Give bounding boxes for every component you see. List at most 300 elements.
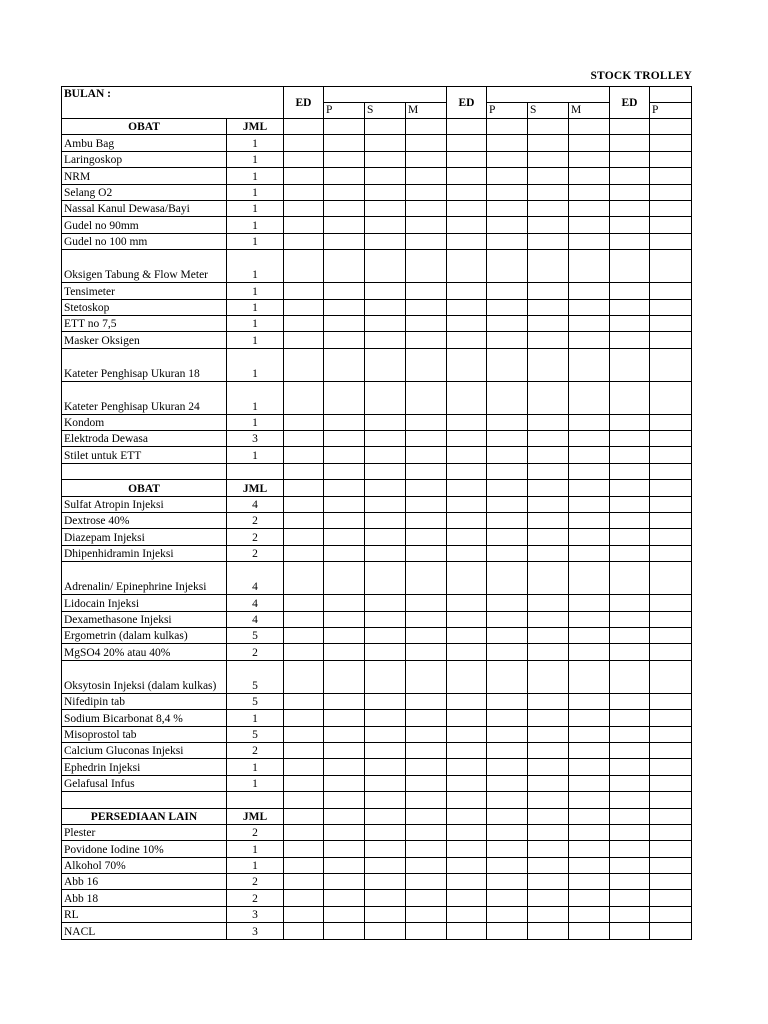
empty-cell xyxy=(569,841,610,857)
item-name: Dhipenhidramin Injeksi xyxy=(62,545,227,561)
empty-cell xyxy=(487,184,528,200)
empty-cell xyxy=(487,660,528,693)
empty-cell xyxy=(528,168,569,184)
empty-cell xyxy=(610,726,650,742)
empty-cell xyxy=(447,250,487,283)
empty-cell xyxy=(650,824,692,840)
empty-cell xyxy=(487,841,528,857)
empty-cell xyxy=(406,200,447,216)
empty-cell xyxy=(284,463,324,479)
empty-cell xyxy=(610,414,650,430)
empty-cell xyxy=(447,348,487,381)
item-name: Gudel no 90mm xyxy=(62,217,227,233)
empty-cell xyxy=(610,923,650,939)
empty-cell xyxy=(324,726,365,742)
item-qty: 1 xyxy=(227,200,284,216)
empty-cell xyxy=(365,824,406,840)
empty-cell xyxy=(406,824,447,840)
empty-cell xyxy=(487,283,528,299)
empty-cell xyxy=(650,299,692,315)
table-row xyxy=(62,595,692,611)
empty-cell xyxy=(569,119,610,135)
empty-cell xyxy=(447,217,487,233)
table-row xyxy=(62,315,692,331)
empty-cell xyxy=(650,513,692,529)
empty-cell xyxy=(406,496,447,512)
empty-cell xyxy=(284,299,324,315)
empty-cell xyxy=(528,217,569,233)
empty-cell xyxy=(569,529,610,545)
empty-cell xyxy=(284,545,324,561)
item-name: Stilet untuk ETT xyxy=(62,447,227,463)
item-qty: 1 xyxy=(227,841,284,857)
section-qty-header: JML xyxy=(227,808,284,824)
table-row xyxy=(62,857,692,873)
empty-cell xyxy=(569,890,610,906)
empty-cell xyxy=(365,217,406,233)
item-qty: 1 xyxy=(227,168,284,184)
item-qty: 1 xyxy=(227,857,284,873)
empty-cell xyxy=(406,299,447,315)
empty-cell xyxy=(650,775,692,791)
section-qty-header: JML xyxy=(227,480,284,496)
empty-cell xyxy=(365,759,406,775)
empty-cell xyxy=(487,463,528,479)
empty-cell xyxy=(447,545,487,561)
empty-cell xyxy=(324,217,365,233)
empty-cell xyxy=(610,348,650,381)
empty-cell xyxy=(406,857,447,873)
empty-cell xyxy=(284,200,324,216)
item-name: Gelafusal Infus xyxy=(62,775,227,791)
item-qty: 2 xyxy=(227,742,284,758)
empty-cell xyxy=(447,414,487,430)
empty-cell xyxy=(528,250,569,283)
empty-cell xyxy=(528,627,569,643)
empty-cell xyxy=(650,808,692,824)
empty-cell xyxy=(528,283,569,299)
empty-cell xyxy=(569,200,610,216)
empty-cell xyxy=(324,299,365,315)
ed-label: ED xyxy=(284,87,324,119)
empty-cell xyxy=(406,135,447,151)
empty-cell xyxy=(324,431,365,447)
empty-cell xyxy=(650,283,692,299)
empty-cell xyxy=(650,233,692,249)
empty-cell xyxy=(610,233,650,249)
empty-cell xyxy=(650,660,692,693)
table-row xyxy=(62,923,692,939)
empty-cell xyxy=(569,660,610,693)
empty-cell xyxy=(528,759,569,775)
empty-cell xyxy=(324,874,365,890)
empty-cell xyxy=(569,513,610,529)
empty-cell xyxy=(284,184,324,200)
empty-cell xyxy=(528,890,569,906)
empty-cell xyxy=(324,890,365,906)
empty-cell xyxy=(284,841,324,857)
table-row xyxy=(62,348,692,381)
empty-cell xyxy=(487,562,528,595)
item-name: Plester xyxy=(62,824,227,840)
empty-cell xyxy=(528,923,569,939)
ed-label: ED xyxy=(610,87,650,119)
empty-cell xyxy=(284,874,324,890)
item-qty: 1 xyxy=(227,151,284,167)
item-name: Masker Oksigen xyxy=(62,332,227,348)
item-name: Abb 18 xyxy=(62,890,227,906)
empty-cell xyxy=(650,151,692,167)
empty-cell xyxy=(284,693,324,709)
empty-cell xyxy=(365,168,406,184)
item-qty: 5 xyxy=(227,627,284,643)
empty-cell xyxy=(650,431,692,447)
empty-cell xyxy=(528,857,569,873)
empty-cell xyxy=(324,660,365,693)
item-qty: 1 xyxy=(227,775,284,791)
empty-cell xyxy=(324,332,365,348)
item-name: Povidone Iodine 10% xyxy=(62,841,227,857)
empty-cell xyxy=(569,906,610,922)
empty-cell xyxy=(487,710,528,726)
empty-cell xyxy=(447,283,487,299)
group-cell xyxy=(650,87,692,103)
empty-cell xyxy=(650,200,692,216)
table-row xyxy=(62,184,692,200)
empty-cell xyxy=(406,710,447,726)
table-row xyxy=(62,726,692,742)
empty-cell xyxy=(487,627,528,643)
empty-cell xyxy=(610,463,650,479)
empty-cell xyxy=(324,233,365,249)
empty-cell xyxy=(650,710,692,726)
empty-cell xyxy=(406,759,447,775)
table-row xyxy=(62,496,692,512)
empty-cell xyxy=(650,381,692,414)
empty-cell xyxy=(284,332,324,348)
item-qty: 5 xyxy=(227,693,284,709)
table-row xyxy=(62,775,692,791)
empty-cell xyxy=(365,463,406,479)
empty-cell xyxy=(528,184,569,200)
empty-cell xyxy=(324,923,365,939)
empty-cell xyxy=(324,545,365,561)
table-row xyxy=(62,414,692,430)
empty-cell xyxy=(447,874,487,890)
table-row xyxy=(62,906,692,922)
empty-cell xyxy=(569,545,610,561)
section-qty-header: JML xyxy=(227,119,284,135)
empty-cell xyxy=(487,151,528,167)
empty-cell xyxy=(650,315,692,331)
item-qty: 3 xyxy=(227,431,284,447)
empty-cell xyxy=(528,841,569,857)
empty-cell xyxy=(487,923,528,939)
empty-cell xyxy=(365,299,406,315)
empty-cell xyxy=(528,513,569,529)
empty-cell xyxy=(528,151,569,167)
empty-cell xyxy=(324,808,365,824)
empty-cell xyxy=(365,431,406,447)
empty-cell xyxy=(284,742,324,758)
table-row xyxy=(62,332,692,348)
item-name: Oksigen Tabung & Flow Meter xyxy=(62,250,227,283)
empty-cell xyxy=(610,151,650,167)
empty-cell xyxy=(406,742,447,758)
empty-cell xyxy=(487,447,528,463)
empty-cell xyxy=(324,496,365,512)
item-qty: 1 xyxy=(227,414,284,430)
empty-cell xyxy=(610,841,650,857)
empty-cell xyxy=(365,808,406,824)
empty-cell xyxy=(610,611,650,627)
empty-cell xyxy=(284,431,324,447)
empty-cell xyxy=(447,742,487,758)
empty-cell xyxy=(487,135,528,151)
empty-cell xyxy=(569,693,610,709)
empty-cell xyxy=(447,890,487,906)
empty-cell xyxy=(610,824,650,840)
empty-cell xyxy=(365,119,406,135)
table-row xyxy=(62,431,692,447)
empty-cell xyxy=(569,431,610,447)
empty-cell xyxy=(324,348,365,381)
empty-cell xyxy=(365,545,406,561)
empty-cell xyxy=(610,119,650,135)
empty-cell xyxy=(569,233,610,249)
empty-cell xyxy=(650,480,692,496)
empty-cell xyxy=(447,233,487,249)
table-row xyxy=(62,759,692,775)
empty-cell xyxy=(324,775,365,791)
empty-cell xyxy=(487,496,528,512)
empty-cell xyxy=(487,250,528,283)
item-qty: 2 xyxy=(227,644,284,660)
empty-cell xyxy=(487,808,528,824)
empty-cell xyxy=(528,775,569,791)
empty-cell xyxy=(365,513,406,529)
empty-cell xyxy=(650,627,692,643)
empty-cell xyxy=(406,151,447,167)
empty-cell xyxy=(284,447,324,463)
item-name: MgSO4 20% atau 40% xyxy=(62,644,227,660)
empty-cell xyxy=(447,480,487,496)
empty-cell xyxy=(365,233,406,249)
empty-cell xyxy=(365,710,406,726)
empty-cell xyxy=(284,726,324,742)
empty-cell xyxy=(406,217,447,233)
empty-cell xyxy=(406,463,447,479)
empty-cell xyxy=(569,184,610,200)
empty-cell xyxy=(324,906,365,922)
empty-cell xyxy=(447,431,487,447)
item-name: Abb 16 xyxy=(62,874,227,890)
item-qty: 1 xyxy=(227,299,284,315)
empty-cell xyxy=(487,168,528,184)
item-name: Nassal Kanul Dewasa/Bayi xyxy=(62,200,227,216)
empty-cell xyxy=(406,283,447,299)
empty-cell xyxy=(650,857,692,873)
empty-cell xyxy=(487,299,528,315)
empty-cell xyxy=(528,595,569,611)
section-name-header: OBAT xyxy=(62,480,227,496)
empty-cell xyxy=(528,348,569,381)
empty-cell xyxy=(406,545,447,561)
empty-cell xyxy=(569,217,610,233)
bulan-label: BULAN : xyxy=(62,87,284,119)
empty-cell xyxy=(610,906,650,922)
empty-cell xyxy=(324,529,365,545)
empty-cell xyxy=(406,348,447,381)
table-row xyxy=(62,742,692,758)
empty-cell xyxy=(284,627,324,643)
empty-cell xyxy=(650,447,692,463)
item-name: Calcium Gluconas Injeksi xyxy=(62,742,227,758)
m-label: M xyxy=(569,103,610,119)
empty-cell xyxy=(284,513,324,529)
empty-cell xyxy=(650,595,692,611)
empty-cell xyxy=(284,119,324,135)
spacer-row xyxy=(62,463,692,479)
empty-cell xyxy=(284,611,324,627)
empty-cell xyxy=(406,562,447,595)
s-label: S xyxy=(528,103,569,119)
table-row xyxy=(62,217,692,233)
empty-cell xyxy=(528,135,569,151)
table-row xyxy=(62,250,692,283)
item-name: Adrenalin/ Epinephrine Injeksi xyxy=(62,562,227,595)
empty-cell xyxy=(610,874,650,890)
empty-cell xyxy=(365,200,406,216)
empty-cell xyxy=(365,595,406,611)
empty-cell xyxy=(447,792,487,808)
empty-cell xyxy=(610,759,650,775)
empty-cell xyxy=(365,283,406,299)
empty-cell xyxy=(569,496,610,512)
empty-cell xyxy=(62,463,227,479)
group-cell xyxy=(487,87,610,103)
item-qty: 1 xyxy=(227,447,284,463)
empty-cell xyxy=(610,545,650,561)
empty-cell xyxy=(487,857,528,873)
empty-cell xyxy=(487,611,528,627)
empty-cell xyxy=(610,775,650,791)
empty-cell xyxy=(650,562,692,595)
empty-cell xyxy=(487,545,528,561)
empty-cell xyxy=(365,184,406,200)
item-qty: 2 xyxy=(227,874,284,890)
empty-cell xyxy=(284,168,324,184)
empty-cell xyxy=(62,792,227,808)
item-name: Sodium Bicarbonat 8,4 % xyxy=(62,710,227,726)
item-qty: 1 xyxy=(227,710,284,726)
document-title: STOCK TROLLEY xyxy=(590,70,692,82)
item-name: Dextrose 40% xyxy=(62,513,227,529)
empty-cell xyxy=(324,480,365,496)
empty-cell xyxy=(487,348,528,381)
empty-cell xyxy=(406,726,447,742)
empty-cell xyxy=(528,431,569,447)
empty-cell xyxy=(324,857,365,873)
empty-cell xyxy=(365,775,406,791)
section-name-header: PERSEDIAAN LAIN xyxy=(62,808,227,824)
header-row xyxy=(62,87,692,103)
empty-cell xyxy=(569,595,610,611)
empty-cell xyxy=(528,332,569,348)
item-name: Kateter Penghisap Ukuran 18 xyxy=(62,348,227,381)
empty-cell xyxy=(487,874,528,890)
empty-cell xyxy=(284,283,324,299)
empty-cell xyxy=(610,742,650,758)
empty-cell xyxy=(365,874,406,890)
empty-cell xyxy=(447,857,487,873)
item-qty: 4 xyxy=(227,611,284,627)
empty-cell xyxy=(324,562,365,595)
empty-cell xyxy=(324,135,365,151)
empty-cell xyxy=(406,233,447,249)
empty-cell xyxy=(324,200,365,216)
empty-cell xyxy=(650,742,692,758)
empty-cell xyxy=(447,513,487,529)
empty-cell xyxy=(569,923,610,939)
empty-cell xyxy=(406,315,447,331)
empty-cell xyxy=(569,824,610,840)
empty-cell xyxy=(284,792,324,808)
empty-cell xyxy=(447,463,487,479)
ed-label: ED xyxy=(447,87,487,119)
empty-cell xyxy=(324,184,365,200)
empty-cell xyxy=(528,233,569,249)
empty-cell xyxy=(610,200,650,216)
empty-cell xyxy=(487,742,528,758)
empty-cell xyxy=(528,726,569,742)
empty-cell xyxy=(406,874,447,890)
empty-cell xyxy=(569,151,610,167)
empty-cell xyxy=(284,710,324,726)
empty-cell xyxy=(528,119,569,135)
empty-cell xyxy=(406,808,447,824)
item-qty: 1 xyxy=(227,381,284,414)
empty-cell xyxy=(487,595,528,611)
empty-cell xyxy=(365,742,406,758)
empty-cell xyxy=(284,496,324,512)
empty-cell xyxy=(569,414,610,430)
empty-cell xyxy=(447,562,487,595)
empty-cell xyxy=(447,906,487,922)
empty-cell xyxy=(447,200,487,216)
empty-cell xyxy=(447,627,487,643)
empty-cell xyxy=(227,792,284,808)
empty-cell xyxy=(569,332,610,348)
item-qty: 2 xyxy=(227,529,284,545)
empty-cell xyxy=(569,710,610,726)
empty-cell xyxy=(528,529,569,545)
empty-cell xyxy=(487,529,528,545)
empty-cell xyxy=(487,792,528,808)
item-qty: 3 xyxy=(227,906,284,922)
table-row xyxy=(62,693,692,709)
empty-cell xyxy=(406,168,447,184)
empty-cell xyxy=(324,283,365,299)
empty-cell xyxy=(284,480,324,496)
empty-cell xyxy=(610,513,650,529)
empty-cell xyxy=(528,824,569,840)
empty-cell xyxy=(406,644,447,660)
item-name: Gudel no 100 mm xyxy=(62,233,227,249)
empty-cell xyxy=(569,857,610,873)
empty-cell xyxy=(284,348,324,381)
empty-cell xyxy=(406,480,447,496)
